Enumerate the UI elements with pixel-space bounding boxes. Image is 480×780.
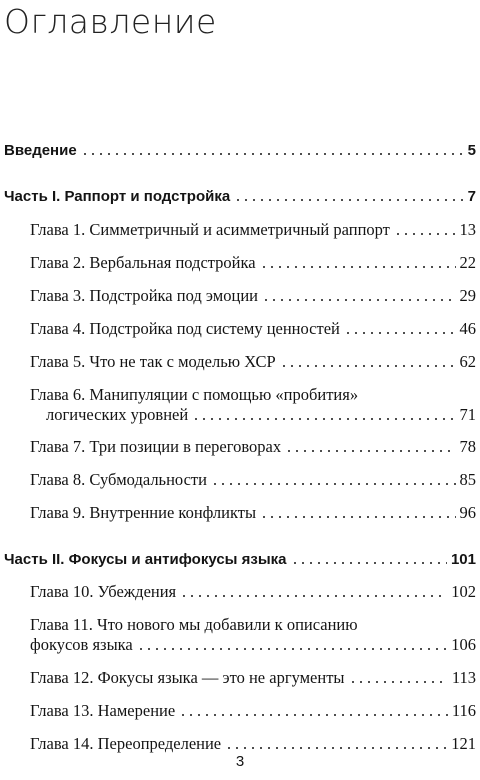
toc-entry-chapter-8[interactable] (4, 470, 476, 490)
dot-leader (192, 408, 455, 420)
toc-entry-label: Глава 1. Симметричный и асимметричный раппорт (30, 220, 390, 239)
dot-leader (180, 585, 447, 597)
page-heading: Оглавление (4, 2, 217, 41)
toc-entry-label: Глава 5. Что не так с моделью ХСР (30, 352, 276, 371)
toc-entry-page: 5 (467, 142, 476, 159)
toc-entry-label: Глава 10. Убеждения (30, 582, 177, 601)
toc-entry-line-2 (30, 405, 476, 425)
toc-entry-chapter-14[interactable] (4, 734, 476, 754)
toc-entry-page: 62 (459, 352, 476, 371)
dot-leader (225, 737, 447, 749)
toc-entry-page: 106 (451, 635, 476, 654)
toc-entry-page: 85 (459, 470, 476, 489)
toc-entry-chapter-7[interactable] (4, 437, 476, 457)
toc-entry-page: 22 (459, 253, 476, 272)
toc-entry-label-line-1: Глава 11. Что нового мы добавили к описанию (30, 615, 358, 634)
page-number: 3 (235, 753, 245, 770)
toc-entry-label: Глава 13. Намерение (30, 701, 176, 720)
toc-entry-introduction[interactable] (4, 141, 476, 161)
toc-entry-page: 101 (450, 551, 476, 568)
toc-entry-chapter-4[interactable] (4, 319, 476, 339)
dot-leader (234, 189, 463, 201)
toc-entry-chapter-3[interactable] (4, 286, 476, 306)
toc-entry-page: 78 (459, 437, 476, 456)
toc-entry-chapter-1[interactable] (4, 220, 476, 240)
toc-entry-label: Глава 7. Три позиции в переговорах (30, 437, 282, 456)
toc-entry-page: 71 (459, 405, 476, 424)
toc-entry-chapter-5[interactable] (4, 352, 476, 372)
dot-leader (81, 143, 464, 155)
dot-leader (260, 256, 456, 268)
dot-leader (260, 506, 455, 518)
toc-entry-chapter-9[interactable] (4, 503, 476, 523)
toc-entry-page: 113 (451, 668, 476, 687)
toc-entry-label: Часть II. Фокусы и антифокусы языка (4, 551, 287, 568)
toc-entry-page: 29 (459, 286, 476, 305)
toc-entry-chapter-13[interactable] (4, 701, 476, 721)
toc-entry-label-line-2: фокусов языка (30, 635, 133, 654)
toc-entry-chapter-12[interactable] (4, 668, 476, 688)
toc-entry-label: Глава 9. Внутренние конфликты (30, 503, 257, 522)
dot-leader (285, 440, 455, 452)
toc-entry-page: 102 (451, 582, 476, 601)
toc-entry-label-line-1: Глава 6. Манипуляции с помощью «пробития» (30, 385, 359, 404)
dot-leader (280, 355, 456, 367)
toc-entry-label: Глава 12. Фокусы языка — это не аргументы (30, 668, 345, 687)
toc-entry-page: 116 (451, 701, 476, 720)
toc-entry-label: Введение (4, 142, 77, 159)
toc-entry-line-2 (30, 635, 476, 655)
toc-entry-page: 121 (451, 734, 476, 753)
toc-entry-page: 46 (459, 319, 476, 338)
dot-leader (211, 473, 456, 485)
toc-entry-part-1[interactable] (4, 187, 476, 207)
toc-entry-page: 7 (467, 188, 476, 205)
toc-entry-label: Глава 8. Субмодальности (30, 470, 207, 489)
toc-entry-page: 96 (459, 503, 476, 522)
toc-entry-label: Глава 14. Переопределение (30, 734, 222, 753)
toc-entry-label: Часть I. Раппорт и подстройка (4, 188, 231, 205)
dot-leader (344, 322, 456, 334)
dot-leader (394, 223, 456, 235)
toc-entry-label: Глава 4. Подстройка под систему ценностей (30, 319, 340, 338)
toc-entry-chapter-2[interactable] (4, 253, 476, 273)
dot-leader (262, 289, 456, 301)
toc-entry-chapter-6[interactable] (4, 385, 476, 425)
toc-entry-page: 13 (459, 220, 476, 239)
toc-entry-label-line-2: логических уровней (46, 405, 189, 424)
toc-entry-label: Глава 3. Подстройка под эмоции (30, 286, 258, 305)
toc-entry-chapter-10[interactable] (4, 582, 476, 602)
dot-leader (137, 638, 448, 650)
dot-leader (291, 552, 447, 564)
dot-leader (349, 671, 448, 683)
toc-entry-label: Глава 2. Вербальная подстройка (30, 253, 256, 272)
toc-entry-part-2[interactable] (4, 550, 476, 570)
toc-entry-chapter-11[interactable] (4, 615, 476, 655)
dot-leader (179, 704, 448, 716)
table-of-contents (4, 141, 476, 754)
